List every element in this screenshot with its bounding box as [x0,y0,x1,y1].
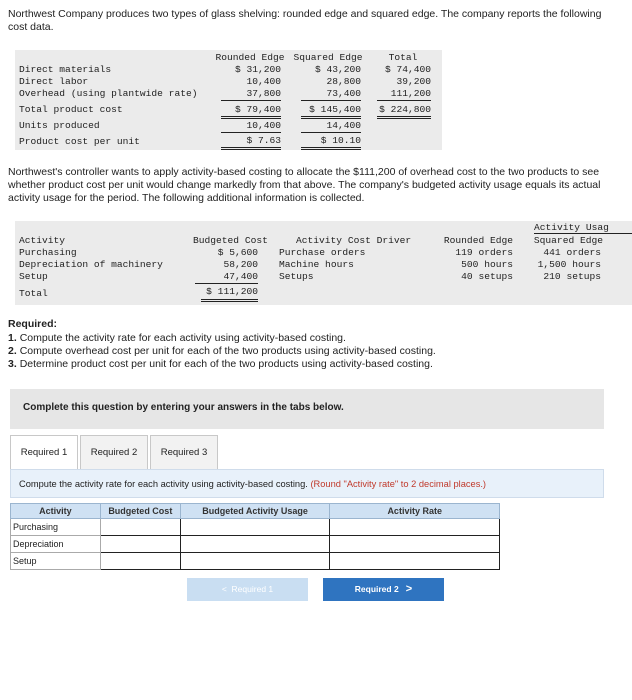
activity-cost: 47,400 [195,271,258,284]
activity-info-table [15,221,632,305]
squared-edge-col-header: Squared Edge [533,235,603,246]
required-item-2 [8,345,436,358]
activity-squared-usage: 441 orders [543,247,601,258]
next-button-label: Required 2 [354,584,399,594]
setup-activity-rate-input[interactable] [330,553,500,570]
activity-name: Depreciation of machinery [19,259,163,270]
cost-cell: $ 7.63 [221,135,281,150]
cost-cell: 10,400 [246,76,281,87]
answer-input[interactable] [103,553,178,569]
depreciation-budgeted-cost-input[interactable] [100,536,180,553]
required-item-text: Compute overhead cost per unit for each of the two products using activity-based costing. [19,345,436,357]
activity-rounded-usage: 500 hours [461,259,513,270]
activity-total-value: $ 111,200 [201,286,258,302]
instruction-bar [10,469,604,498]
required-item-text: Determine product cost per unit for each of the two products using activity-based costing. [19,358,433,370]
cost-driver-col-header: Activity Cost Driver [296,235,412,246]
answer-input[interactable] [183,519,328,535]
answer-row-label: Setup [11,553,101,570]
cost-row-label: Product cost per unit [19,136,140,147]
required-item-number: 2. [8,345,17,357]
table-row [11,553,500,570]
required-item-number: 3. [8,358,17,370]
prev-button-label: Required 1 [231,584,274,594]
rounded-edge-col-header: Rounded Edge [443,235,513,246]
answer-header-budgeted-cost: Budgeted Cost [100,504,180,519]
tab-required-3[interactable]: Required 3 [150,435,218,469]
controller-text: Northwest's controller wants to apply activity-based costing to allocate the $111,200 of overhead cost to the two products to see whether product cost per unit would change markedly from that above. The company's budgeted activity usage equals its actual activity usage for the period. The following additional information is collected. [8,166,601,204]
required-item-1 [8,332,346,345]
cost-cell: 73,400 [301,88,361,101]
cost-cell: 10,400 [221,120,281,133]
cost-row-label: Direct labor [19,76,89,87]
answer-input[interactable] [103,519,178,535]
cost-header-rounded: Rounded Edge [215,52,285,63]
required-item-text: Compute the activity rate for each activity using activity-based costing. [19,332,346,344]
depreciation-activity-usage-input[interactable] [180,536,330,553]
answer-input[interactable] [332,536,497,552]
cost-cell: 39,200 [396,76,431,87]
cost-cell: $ 31,200 [234,64,281,75]
cost-cell: $ 74,400 [384,64,431,75]
answer-header-activity: Activity [11,504,101,519]
instruction-text [19,479,486,489]
activity-name: Purchasing [19,247,77,258]
activity-cost: $ 5,600 [217,247,258,258]
next-required-button[interactable] [323,578,444,601]
cost-cell: $ 10.10 [301,135,361,150]
answer-input[interactable] [332,519,497,535]
activity-driver: Setups [279,271,314,282]
activity-rounded-usage: 119 orders [455,247,513,258]
cost-data-table [15,50,442,150]
purchasing-activity-usage-input[interactable] [180,519,330,536]
answer-header-activity-rate: Activity Rate [330,504,500,519]
required-item-3 [8,358,433,371]
cost-row-label: Overhead (using plantwide rate) [19,88,198,99]
answer-input[interactable] [183,553,328,569]
intro-text: Northwest Company produces two types of glass shelving: rounded edge and squared edge. The company reports the following cost data. [8,8,602,33]
answer-row-label: Purchasing [11,519,101,536]
cost-cell: $ 145,400 [301,104,361,119]
tab-required-1[interactable]: Required 1 [10,435,78,469]
table-row [11,519,500,536]
answer-input[interactable] [332,553,497,569]
tab-bar [10,435,220,469]
cost-header-squared: Squared Edge [293,52,363,63]
answer-header-activity-usage: Budgeted Activity Usage [180,504,330,519]
budgeted-cost-col-header: Budgeted Cost [193,235,268,246]
cost-row-label: Total product cost [19,104,123,115]
answer-input[interactable] [183,536,328,552]
activity-usage-group-header: Activity Usag [534,222,632,234]
banner-text: Complete this question by entering your answers in the tabs below. [23,402,344,413]
table-row [11,536,500,553]
answer-table [10,503,500,570]
activity-squared-usage: 1,500 hours [537,259,601,270]
instruction-rounding-note: (Round "Activity rate" to 2 decimal places.) [310,479,487,489]
activity-squared-usage: 210 setups [543,271,601,282]
cost-cell: 28,800 [326,76,361,87]
cost-row-label: Direct materials [19,64,112,75]
activity-driver: Purchase orders [279,247,366,258]
purchasing-budgeted-cost-input[interactable] [100,519,180,536]
activity-total-label: Total [19,288,48,299]
cost-header-total: Total [388,52,418,63]
chevron-left-icon: < [221,584,227,594]
depreciation-activity-rate-input[interactable] [330,536,500,553]
activity-driver: Machine hours [279,259,354,270]
cost-row-label: Units produced [19,120,100,131]
chevron-right-icon: > [405,583,413,595]
activity-col-header: Activity [19,235,66,246]
cost-cell: 111,200 [377,88,431,101]
purchasing-activity-rate-input[interactable] [330,519,500,536]
answer-row-label: Depreciation [11,536,101,553]
activity-rounded-usage: 40 setups [461,271,513,282]
prev-required-button[interactable] [187,578,308,601]
cost-cell: 14,400 [301,120,361,133]
setup-budgeted-cost-input[interactable] [100,553,180,570]
answer-input[interactable] [103,536,178,552]
cost-cell: $ 224,800 [377,104,431,119]
instructions-banner [10,389,604,429]
cost-cell: $ 43,200 [314,64,361,75]
activity-cost: 58,200 [223,259,258,270]
required-heading: Required: [8,318,58,330]
activity-name: Setup [19,271,48,282]
tab-required-2[interactable]: Required 2 [80,435,148,469]
setup-activity-usage-input[interactable] [180,553,330,570]
cost-cell: 37,800 [221,88,281,101]
required-item-number: 1. [8,332,17,344]
instruction-main: Compute the activity rate for each activity using activity-based costing. [19,479,308,489]
cost-cell: $ 79,400 [221,104,281,119]
